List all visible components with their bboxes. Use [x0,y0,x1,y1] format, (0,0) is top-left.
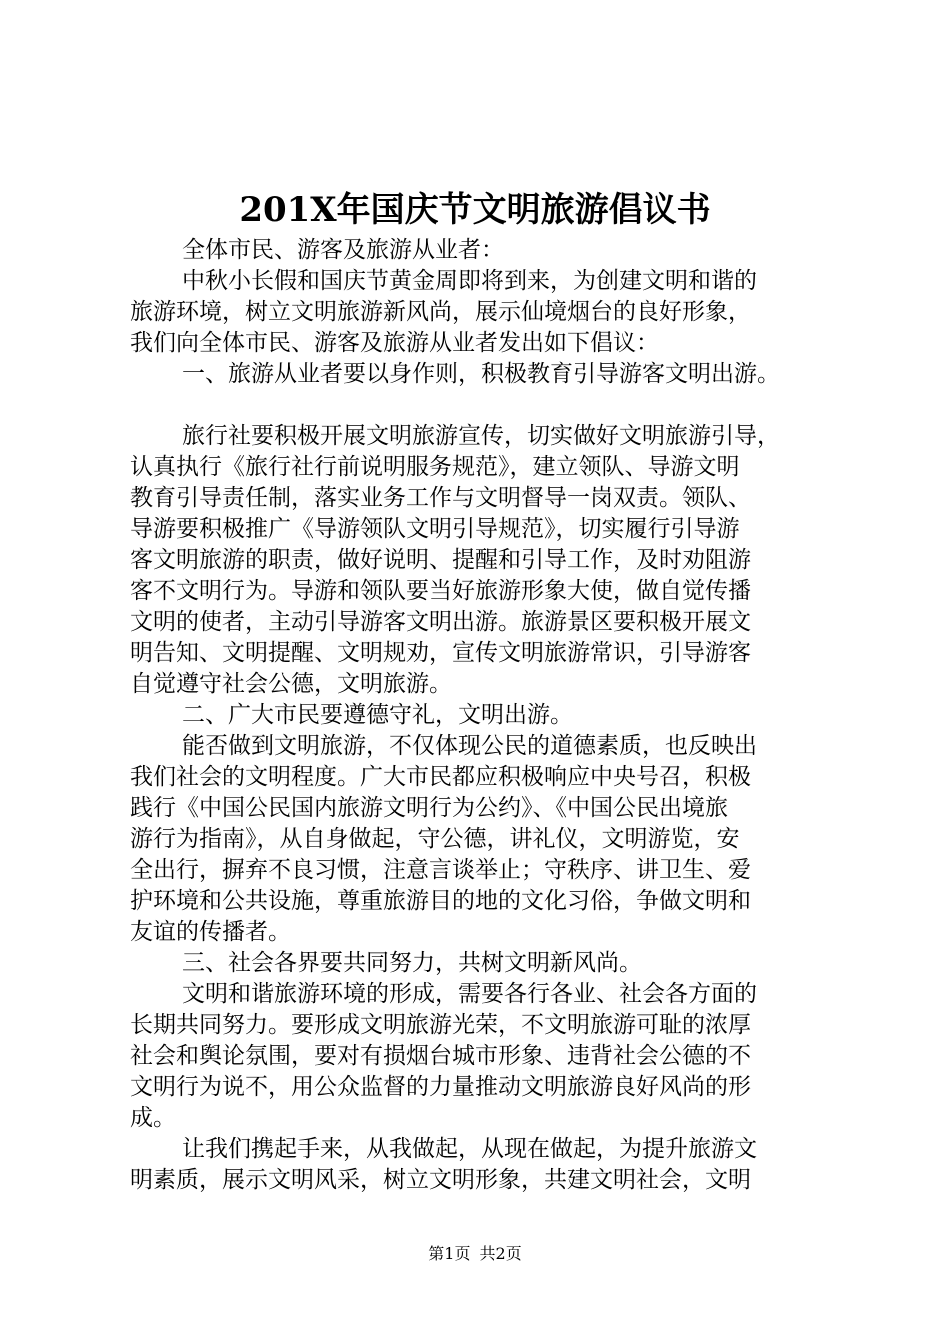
body-line: 旅游环境，树立文明旅游新风尚，展示仙境烟台的良好形象， [130,299,751,325]
body-line: 全体市民、游客及旅游从业者： [182,237,504,263]
body-line: 教育引导责任制，落实业务工作与文明督导一岗双责。领队、 [130,485,751,511]
body-line: 游行为指南》，从自身做起，守公德，讲礼仪，文明游览，安 [130,826,740,852]
body-line: 践行《中国公民国内旅游文明行为公约》、《中国公民出境旅 [130,795,728,821]
body-line: 能否做到文明旅游，不仅体现公民的道德素质，也反映出 [182,733,757,759]
body-line: 文明的使者，主动引导游客文明出游。旅游景区要积极开展文 [130,609,751,635]
body-line: 三、社会各界要共同努力，共树文明新风尚。 [182,950,642,976]
body-line: 让我们携起手来，从我做起，从现在做起，为提升旅游文 [182,1136,757,1162]
body-line: 社会和舆论氛围，要对有损烟台城市形象、违背社会公德的不 [130,1043,751,1069]
body-line: 导游要积极推广《导游领队文明引导规范》，切实履行引导游 [130,516,740,542]
body-line: 文明和谐旅游环境的形成，需要各行各业、社会各方面的 [182,981,757,1007]
body-line: 中秋小长假和国庆节黄金周即将到来，为创建文明和谐的 [182,268,757,294]
body-line: 文明行为说不，用公众监督的力量推动文明旅游良好风尚的形 [130,1074,751,1100]
body-line: 二、广大市民要遵德守礼，文明出游。 [182,702,573,728]
body-line: 明素质，展示文明风采，树立文明形象，共建文明社会，文明 [130,1167,751,1193]
body-line: 护环境和公共设施，尊重旅游目的地的文化习俗，争做文明和 [130,888,751,914]
body-line: 我们社会的文明程度。广大市民都应积极响应中央号召，积极 [130,764,751,790]
blank-line [130,390,830,421]
body-line: 认真执行《旅行社行前说明服务规范》，建立领队、导游文明 [130,454,740,480]
body-line: 自觉遵守社会公德，文明旅游。 [130,671,452,697]
body-line: 客文明旅游的职责，做好说明、提醒和引导工作，及时劝阻游 [130,547,751,573]
page-footer [0,1243,950,1265]
body-line: 成。 [130,1105,176,1131]
body-line: 旅行社要积极开展文明旅游宣传，切实做好文明旅游引导， [182,423,780,449]
body-line: 客不文明行为。导游和领队要当好旅游形象大使，做自觉传播 [130,578,751,604]
body-line: 一、旅游从业者要以身作则，积极教育引导游客文明出游。 [182,361,780,387]
body-line: 明告知、文明提醒、文明规劝，宣传文明旅游常识，引导游客 [130,640,751,666]
body-line: 我们向全体市民、游客及旅游从业者发出如下倡议： [130,330,659,356]
body-line: 全出行，摒弃不良习惯，注意言谈举止；守秩序、讲卫生、爱 [130,857,751,883]
document-body [130,235,830,1196]
page-number: 第1页 [428,1244,471,1263]
body-line: 长期共同努力。要形成文明旅游光荣，不文明旅游可耻的浓厚 [130,1012,751,1038]
body-line: 友谊的传播者。 [130,919,291,945]
page-total: 共2页 [479,1244,522,1263]
document-title: 201X年国庆节文明旅游倡议书 [239,190,711,230]
